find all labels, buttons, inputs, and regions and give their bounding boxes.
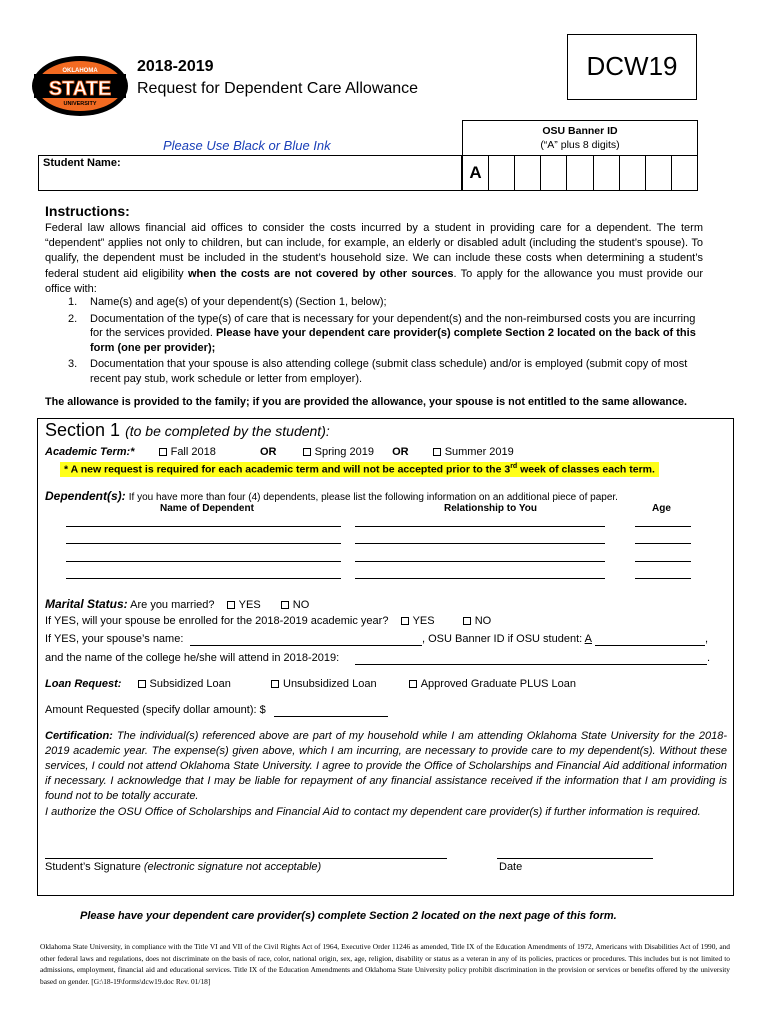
spouse-name-row (45, 633, 183, 645)
instructions-heading: Instructions: (45, 203, 130, 219)
dependents-label: Dependent(s): (45, 489, 126, 503)
amount-row (45, 704, 266, 716)
spouse-id-label-wrap (422, 633, 592, 645)
spouse-id-label: , OSU Banner ID if OSU student: (422, 633, 583, 645)
banner-digit[interactable] (541, 156, 567, 190)
dependents-note: If you have more than four (4) dependents, please list the following information on an additional piece of paper. (128, 492, 618, 503)
logo-text-main: STATE (48, 78, 112, 100)
signature-label: Student’s Signature (45, 861, 141, 873)
comma: , (705, 633, 709, 645)
banner-id-sub: (“A” plus 8 digits) (540, 139, 620, 151)
student-name-field[interactable] (38, 155, 462, 191)
banner-digit[interactable] (672, 156, 697, 190)
date-input[interactable] (497, 858, 653, 859)
para-bold: when the costs are not covered by other sources (187, 267, 454, 280)
list-text: Documentation of the type(s) of care that is necessary for your dependent(s) and the non-reimbursed costs you are incurring for the services provided. (90, 312, 696, 339)
nondiscrimination-footer: Oklahoma State University, in compliance with the Title VI and VII of the Civil Rights Act of 1964, Executive Order 11246 as amended, Title IX of the Education Amendments of 1972, Americans with Disabilities Act of 1990, and other federal laws and regulations, does not discriminate on the basis of race, color, national origin, sex, age, religion, disability or status as a veteran in any of its policies, practices or procedures. This includes but is not limited to admissions, employment, financial aid and educational services. Title IX of the Education Amendments and Oklahoma State University policy prohibit discrimination in the provision or services or benefits offered by the university based on gender. [G:\18-19\forms\dcw19.doc Rev. 01/18] (40, 942, 730, 986)
para-text: Federal law allows financial aid offices to consider the costs incurred by a student in providing care for a dependent. The term “dependent” applies not only to children, but can include, for example, an elderly or disabled adult (including the student’s spouse). To qualify, the dependent must be included in the student’s household size. We can include these costs when determining a student’s federal student aid eligibility (45, 222, 703, 280)
spouse-enroll-question: If YES, will your spouse be enrolled for the 2018-2019 academic year? (45, 615, 389, 627)
cert-body: The individual(s) referenced above are part of my household while I am attending Oklahoma State University for the 2018-2019 academic year. The expense(s) given above, which I am incurring, are necessary to provide care to my dependent(s). Without these services, I could not attend Oklahoma State University. I agree to provide the Office of Scholarships and Financial Aid additional information if necessary. I acknowledge that I may be liable for repayment of any financial assistance received if the information that I am providing is found not to be totally accurate. (45, 730, 727, 802)
section-title-sub: (to be completed by the student): (125, 423, 330, 439)
loan-row (45, 678, 576, 690)
married-no-checkbox[interactable] (281, 601, 289, 609)
unsubsidized-checkbox[interactable] (271, 680, 279, 688)
logo-text-top: OKLAHOMA (62, 68, 98, 74)
subsidized-checkbox[interactable] (138, 680, 146, 688)
or-text: OR (392, 446, 409, 458)
allowance-note: The allowance is provided to the family; if you are provided the allowance, your spouse is not entitled to the same allowance. (45, 396, 687, 408)
college-row (45, 652, 339, 664)
certification-text (45, 729, 727, 804)
grad-plus-label: Approved Graduate PLUS Loan (420, 678, 577, 690)
yes-label: YES (412, 615, 435, 627)
list-item (70, 312, 710, 356)
dependent-age-input[interactable] (635, 526, 691, 527)
spouse-name-input[interactable] (190, 645, 422, 646)
signature-input[interactable] (45, 858, 447, 859)
dependent-name-input[interactable] (66, 578, 341, 579)
banner-digit[interactable] (567, 156, 593, 190)
term-notice (60, 462, 659, 477)
dependent-name-input[interactable] (66, 543, 341, 544)
married-yes-checkbox[interactable] (227, 601, 235, 609)
list-text: Documentation that your spouse is also attending college (submit class schedule) and/or is employed (submit copy of most recent pay stub, work schedule or letter from employer). (90, 358, 688, 385)
student-name-label: Student Name: (43, 157, 121, 169)
dependent-relationship-input[interactable] (355, 578, 605, 579)
osu-logo (30, 50, 130, 122)
dependent-age-input[interactable] (635, 578, 691, 579)
dependent-relationship-input[interactable] (355, 543, 605, 544)
college-input[interactable] (355, 664, 707, 665)
banner-digit[interactable] (620, 156, 646, 190)
form-year: 2018-2019 (137, 58, 214, 75)
period: . (707, 652, 711, 664)
section-title-text: Section 1 (45, 420, 121, 440)
grad-plus-checkbox[interactable] (409, 680, 417, 688)
spring-label: Spring 2019 (314, 446, 374, 458)
requirements-list (70, 295, 710, 388)
form-title: Request for Dependent Care Allowance (137, 80, 419, 97)
amount-label: Amount Requested (specify dollar amount): $ (45, 704, 266, 716)
loan-label: Loan Request: (45, 678, 122, 690)
banner-id-digits[interactable] (462, 155, 698, 191)
dependents-row (45, 489, 618, 503)
logo-text-bottom: UNIVERSITY (63, 101, 97, 107)
dependent-age-input[interactable] (635, 561, 691, 562)
summer-label: Summer 2019 (444, 446, 514, 458)
banner-digit[interactable] (489, 156, 515, 190)
date-label: Date (499, 861, 523, 873)
authorization-text: I authorize the OSU Office of Scholarships and Financial Aid to contact my dependent care provider(s) if further information is required. (45, 806, 701, 818)
banner-id-label: OSU Banner ID (542, 125, 618, 137)
signature-label-row (45, 861, 321, 873)
section-2-note: Please have your dependent care provider(s) complete Section 2 located on the next page of this form. (80, 910, 617, 922)
dependent-relationship-input[interactable] (355, 526, 605, 527)
spouse-yes-checkbox[interactable] (401, 617, 409, 625)
dependent-name-input[interactable] (66, 561, 341, 562)
section-1-title (45, 420, 330, 441)
list-text: Name(s) and age(s) of your dependent(s) (Section 1, below); (90, 296, 387, 308)
summer-checkbox[interactable] (433, 448, 441, 456)
banner-digit[interactable] (646, 156, 672, 190)
amount-input[interactable] (274, 716, 388, 717)
list-num: 3. (68, 358, 78, 370)
marital-label: Marital Status: (45, 597, 128, 611)
list-num: 2. (68, 312, 78, 325)
list-item (70, 357, 710, 386)
banner-id-header (462, 120, 698, 156)
married-question: Are you married? (130, 599, 215, 611)
or-text: OR (259, 446, 277, 458)
signature-note: (electronic signature not acceptable) (143, 861, 322, 873)
form-code: DCW19 (567, 34, 697, 100)
list-item (70, 295, 710, 310)
unsubsidized-label: Unsubsidized Loan (283, 678, 377, 690)
fall-label: Fall 2018 (170, 446, 216, 458)
notice-sup: rd (510, 463, 518, 470)
list-text-bold: Please have your dependent care provider(s) complete Section 2 located on the back of this form (one per provider); (90, 327, 696, 354)
spring-checkbox[interactable] (303, 448, 311, 456)
dependent-relationship-input[interactable] (355, 561, 605, 562)
col-relationship-header: Relationship to You (444, 503, 537, 514)
banner-digit[interactable] (515, 156, 541, 190)
spouse-id-input[interactable] (595, 645, 705, 646)
college-label: and the name of the college he/she will attend in 2018-2019: (45, 652, 340, 664)
col-age-header: Age (652, 503, 671, 514)
no-label: NO (292, 599, 310, 611)
banner-id-prefix: A (463, 156, 489, 190)
term-label: Academic Term:* (45, 446, 135, 458)
subsidized-label: Subsidized Loan (149, 678, 231, 690)
para-text-end: . To apply for the allowance you must provide our office with: (45, 267, 704, 295)
yes-label: YES (238, 599, 261, 611)
spouse-no-checkbox[interactable] (463, 617, 471, 625)
spouse-id-prefix: A (584, 633, 592, 645)
notice-text: * A new request is required for each academic term and will not be accepted prior to the 3 (64, 463, 511, 476)
col-name-header: Name of Dependent (160, 503, 254, 514)
dependent-name-input[interactable] (66, 526, 341, 527)
instructions-paragraph (45, 221, 703, 297)
no-label: NO (474, 615, 492, 627)
notice-text-end: week of classes each term. (517, 463, 655, 476)
fall-checkbox[interactable] (159, 448, 167, 456)
academic-term-row (45, 446, 514, 458)
list-num: 1. (68, 296, 78, 308)
cert-label: Certification: (45, 730, 113, 742)
spouse-enroll-row (45, 615, 491, 627)
ink-note: Please Use Black or Blue Ink (163, 138, 331, 153)
spouse-name-label: If YES, your spouse’s name: (45, 633, 184, 645)
dependent-age-input[interactable] (635, 543, 691, 544)
marital-row (45, 597, 309, 611)
banner-digit[interactable] (594, 156, 620, 190)
